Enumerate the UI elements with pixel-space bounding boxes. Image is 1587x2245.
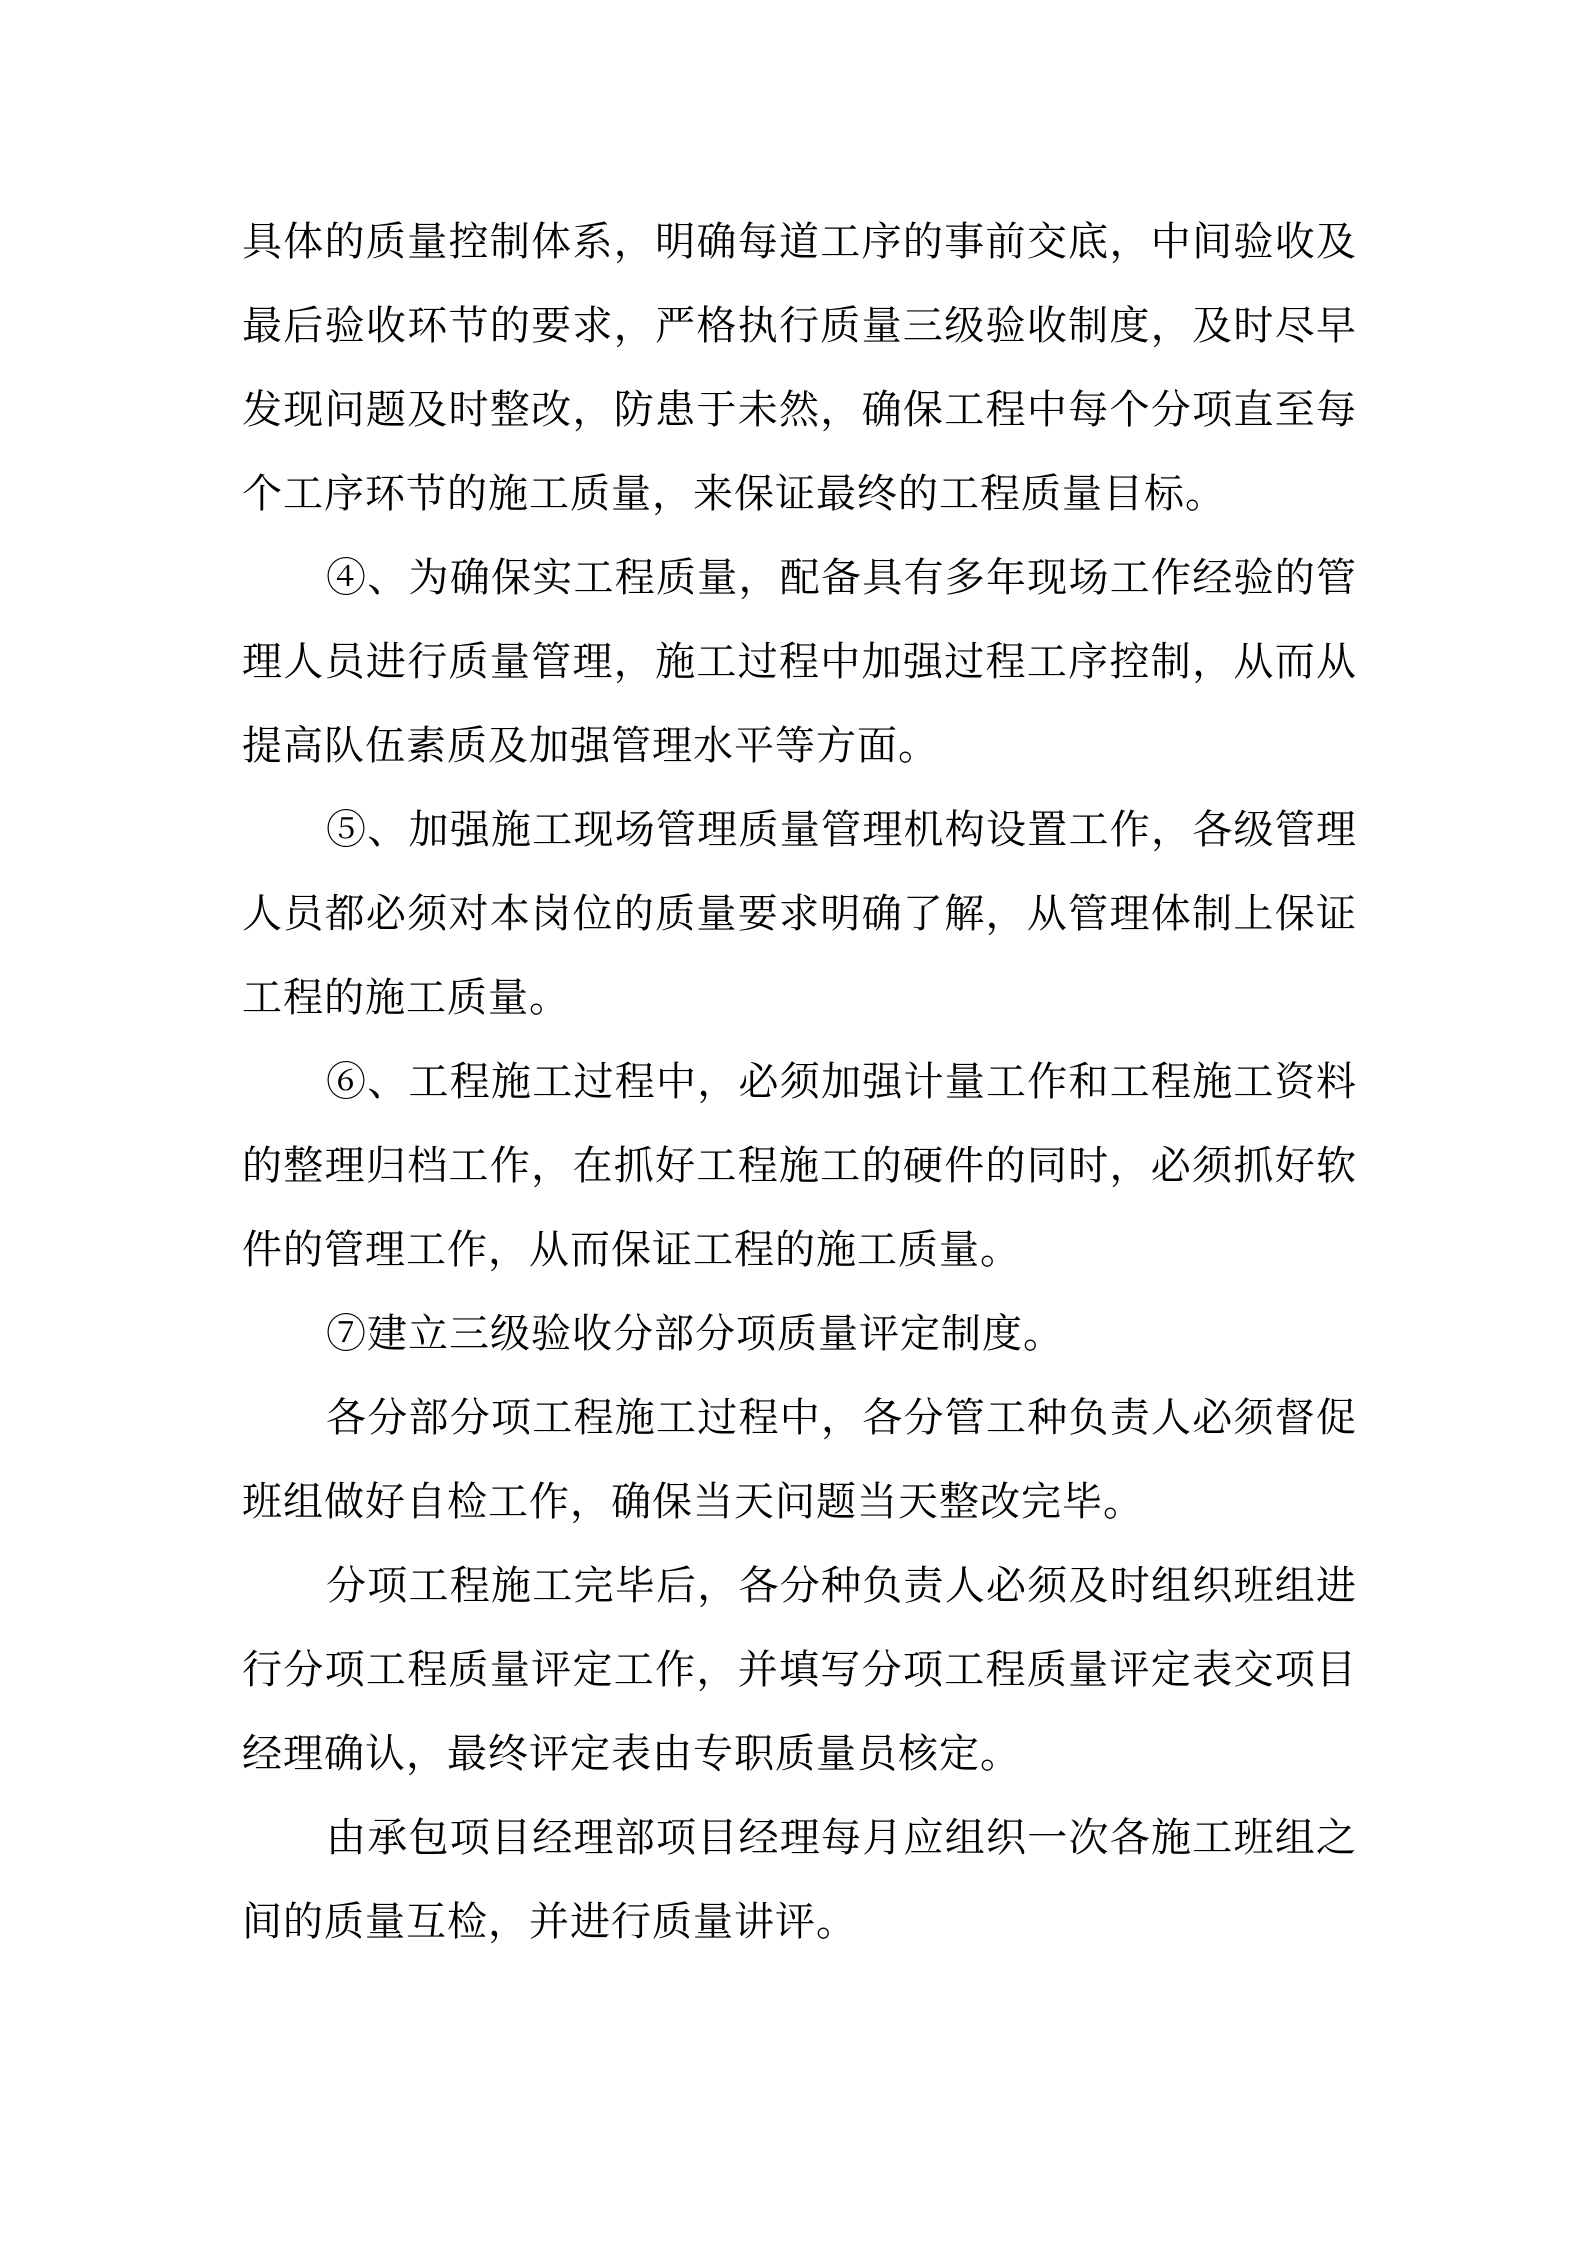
paragraph-monthly-mutual-check: 由承包项目经理部项目经理每月应组织一次各施工班组之间的质量互检，并进行质量讲评。 [242,1815,1357,1945]
paragraph-item-7: ⑦建立三级验收分部分项质量评定制度。 [326,1311,1064,1357]
paragraph-quality-control-system: 具体的质量控制体系，明确每道工序的事前交底，中间验收及最后验收环节的要求，严格执行质量三级验收制度，及时尽早发现问题及时整改，防患于未然，确保工程中每个分项直至每个工序环节的施工质量，来保证最终的工程质量目标。 [242,219,1357,517]
paragraph-item-4: ④、为确保实工程质量，配备具有多年现场工作经验的管理人员进行质量管理，施工过程中加强过程工序控制，从而从提高队伍素质及加强管理水平等方面。 [242,555,1357,769]
document-body [242,200,1357,1964]
paragraph-quality-evaluation: 分项工程施工完毕后，各分种负责人必须及时组织班组进行分项工程质量评定工作，并填写分项工程质量评定表交项目经理确认，最终评定表由专职质量员核定。 [242,1563,1357,1777]
paragraph-item-6: ⑥、工程施工过程中，必须加强计量工作和工程施工资料的整理归档工作，在抓好工程施工的硬件的同时，必须抓好软件的管理工作，从而保证工程的施工质量。 [242,1059,1357,1273]
paragraph-self-inspection: 各分部分项工程施工过程中，各分管工种负责人必须督促班组做好自检工作，确保当天问题当天整改完毕。 [242,1395,1357,1525]
paragraph-item-5: ⑤、加强施工现场管理质量管理机构设置工作，各级管理人员都必须对本岗位的质量要求明确了解，从管理体制上保证工程的施工质量。 [242,807,1357,1021]
